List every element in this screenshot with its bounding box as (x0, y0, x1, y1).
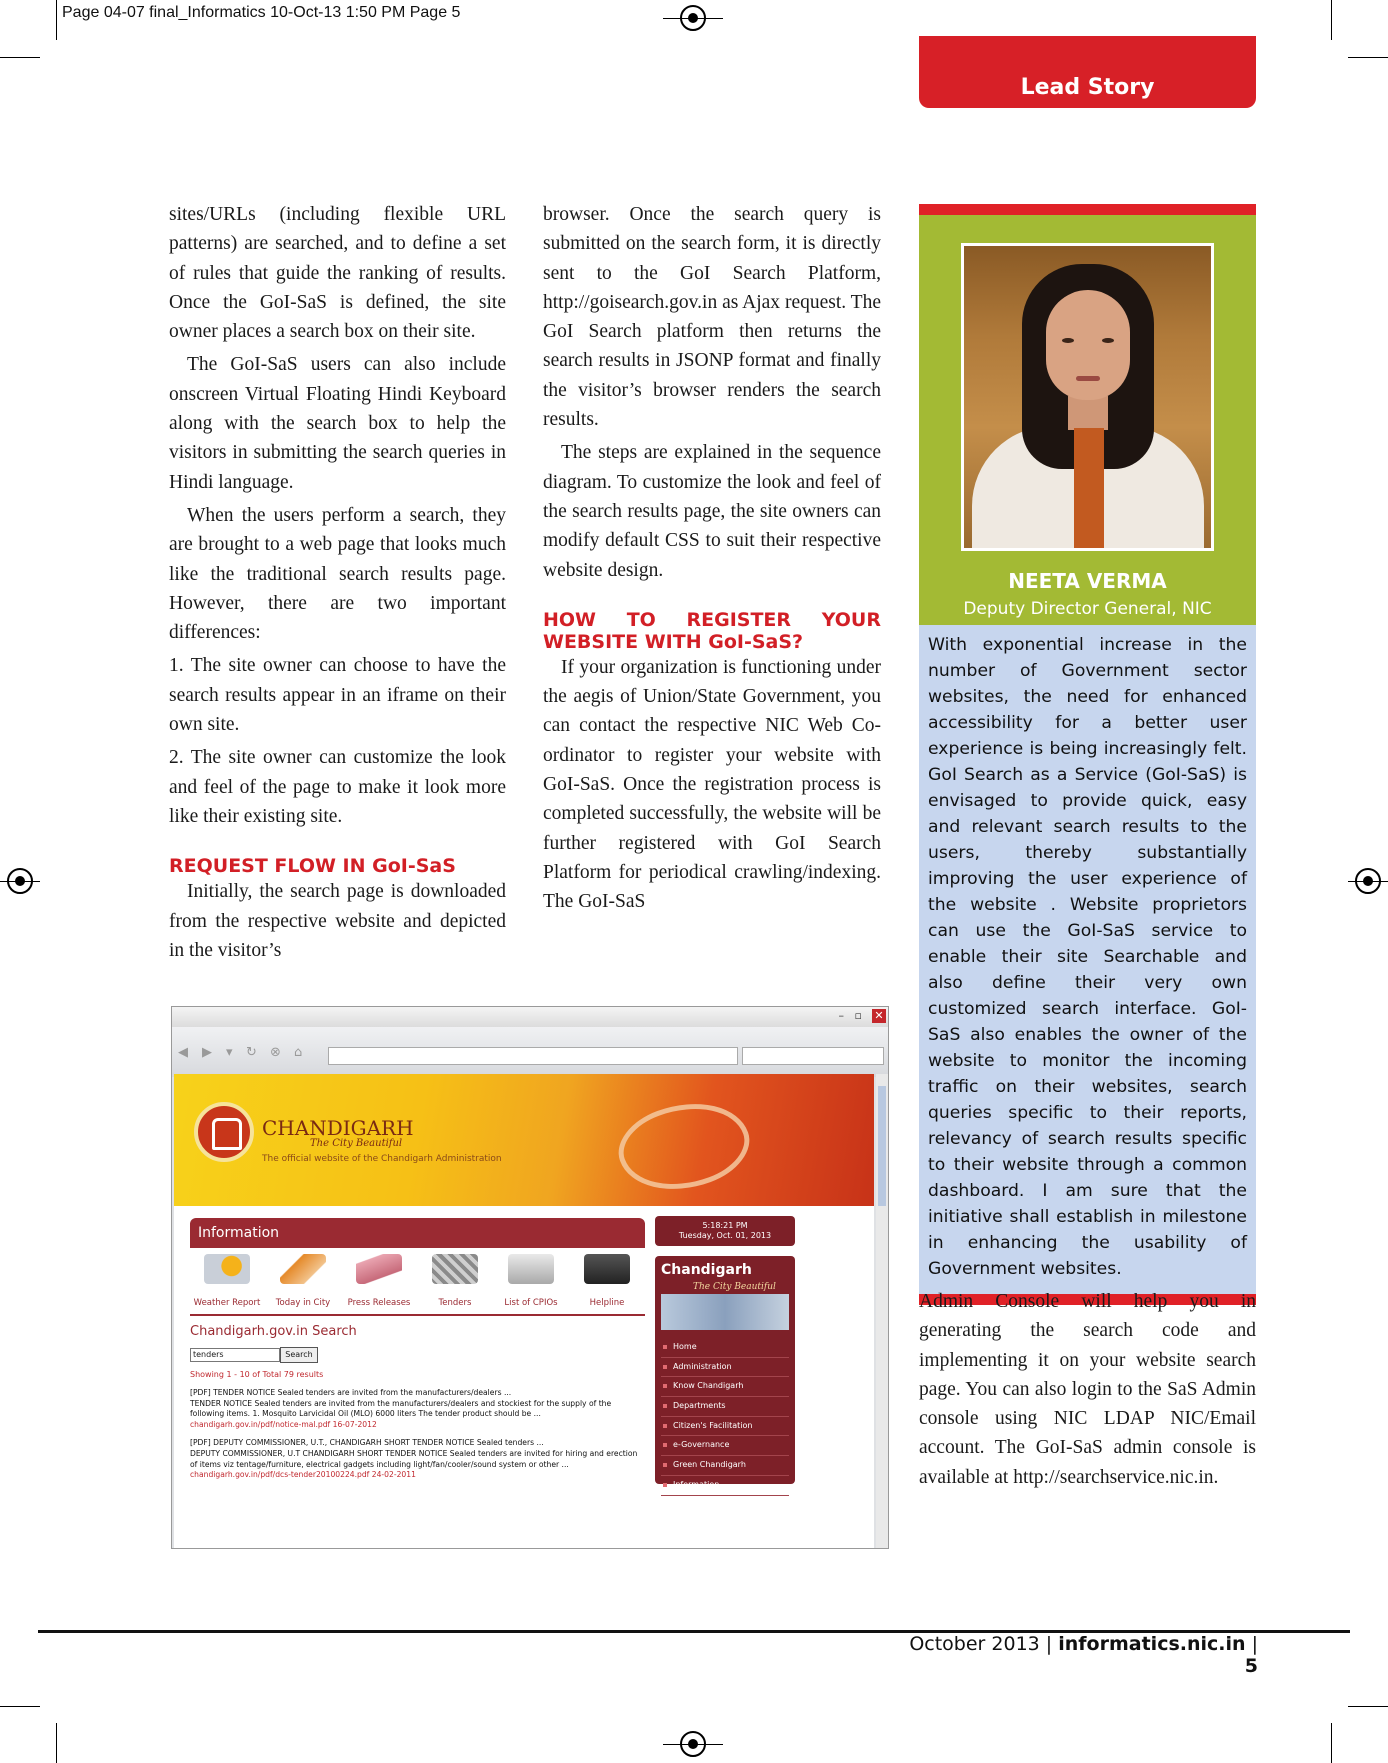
icon-label: Helpline (589, 1298, 625, 1308)
icon-label: Tenders (438, 1298, 472, 1308)
back-icon: ◀ (178, 1045, 188, 1060)
section-heading: REQUEST FLOW IN GoI-SaS (169, 855, 456, 878)
result-title: [PDF] TENDER NOTICE Sealed tenders are invited from the manufacturers/dealers ... (190, 1388, 512, 1397)
crop-mark (1348, 57, 1388, 58)
forward-icon: ▶ (202, 1045, 212, 1060)
address-bar (328, 1047, 738, 1065)
results-count: Showing 1 - 10 of Total 79 results (190, 1370, 324, 1379)
side-menu-title: Chandigarh (661, 1262, 752, 1278)
newspaper-icon (356, 1254, 402, 1284)
clock-date: Tuesday, Oct. 01, 2013 (678, 1231, 772, 1240)
side-menu-subtitle: The City Beautiful (693, 1282, 776, 1292)
clock-time: 5:18:21 PM (702, 1221, 748, 1230)
site-tagline: The City Beautiful (310, 1138, 403, 1149)
minimize-icon: – (838, 1009, 844, 1022)
registration-mark-icon (7, 868, 33, 894)
result-item (190, 1438, 645, 1480)
registration-mark-icon (680, 5, 706, 31)
crop-mark (0, 57, 40, 58)
side-menu-item: Green Chandigarh (661, 1456, 789, 1476)
page-number: 5 (1244, 1655, 1258, 1677)
registration-mark-icon (1355, 868, 1381, 894)
paragraph: Initially, the search page is downloaded from the respective website and depicted in the visitor’s (169, 881, 506, 961)
site-official-text: The official website of the Chandigarh Administration (262, 1154, 502, 1164)
side-menu-list (661, 1338, 789, 1496)
scrollbar (876, 1074, 888, 1548)
sidebar-quote: With exponential increase in the number of Government sector websites, the need for enhanced accessibility for a better user experience is being increasingly felt. GoI Search as a Service (GoI-SaS) is envisaged to provide quick, easy and relevant search results to the users, thereby substantially improving the user experience of the website . Website proprietors can use the GoI-SaS service to enable their site Searchable and also define their very own customized search interface. GoI-SaS also enables the owner of the website to monitor the incoming traffic on their websites, search queries specific to their reports, relevancy of search results specific to their website through a common dashboard. I am sure that the initiative shall establish in milestone in enhancing the usability of Government websites. (919, 625, 1256, 1294)
site-clock (655, 1216, 795, 1246)
footer-separator: | (1045, 1633, 1059, 1655)
browser-search-box (742, 1047, 884, 1065)
crop-mark (1331, 1723, 1332, 1763)
section-heading: HOW TO REGISTER YOUR WEBSITE WITH GoI-SaS? (543, 608, 881, 653)
site-side-menu (655, 1256, 795, 1489)
information-header: Information (190, 1218, 645, 1248)
open-hand-icon (608, 1084, 759, 1208)
browser-toolbar (172, 1027, 888, 1077)
icon-label: List of CPIOs (504, 1298, 558, 1308)
crop-mark (56, 0, 57, 40)
crop-mark (1331, 0, 1332, 40)
site-search-title: Chandigarh.gov.in Search (190, 1324, 357, 1339)
sidebar-top-bar (919, 204, 1256, 215)
registration-mark-icon (680, 1731, 706, 1757)
list-item: 1. The site owner can choose to have the search results appear in an iframe on their own site. (169, 655, 506, 736)
chandigarh-logo-icon (194, 1102, 254, 1162)
article-column-3 (919, 1287, 1256, 1496)
side-menu-item: Know Chandigarh (661, 1377, 789, 1397)
page-footer (900, 1633, 1258, 1677)
crop-mark (0, 1706, 40, 1707)
article-column-1 (169, 200, 506, 969)
side-menu-item: Citizen's Facilitation (661, 1417, 789, 1437)
profile-designation: Deputy Director General, NIC (963, 599, 1212, 619)
result-url: chandigarh.gov.in/pdf/notice-mal.pdf 16-07-2012 (190, 1419, 377, 1429)
maximize-icon: ▫ (854, 1009, 862, 1022)
press-releases-link (342, 1250, 416, 1312)
paragraph: The GoI-SaS users can also include onscreen Virtual Floating Hindi Keyboard along with the search box to help the visitors in submitting the search queries in Hindi language. (169, 354, 506, 493)
footer-date: October 2013 (909, 1633, 1040, 1655)
side-menu-item: e-Governance (661, 1436, 789, 1456)
site-content (174, 1206, 874, 1548)
portrait-photo (961, 243, 1214, 551)
website-screenshot (171, 1006, 889, 1549)
section-tab: Lead Story (919, 36, 1256, 108)
refresh-icon: ↻ (246, 1045, 257, 1060)
result-url: chandigarh.gov.in/pdf/dcs-tender20100224.pdf 24-02-2011 (190, 1470, 416, 1480)
tenders-link (418, 1250, 492, 1312)
result-item (190, 1388, 645, 1430)
close-icon: ✕ (872, 1009, 886, 1023)
browser-titlebar (172, 1007, 888, 1027)
files-icon (508, 1254, 554, 1284)
dropdown-icon: ▾ (226, 1045, 233, 1060)
sidebar-box (919, 204, 1256, 1305)
side-menu-item: Departments (661, 1397, 789, 1417)
result-title: [PDF] DEPUTY COMMISSIONER, U.T., CHANDIGARH SHORT TENDER NOTICE Sealed tenders ... (190, 1438, 544, 1448)
crop-mark (56, 1723, 57, 1763)
site-search-input: tenders (190, 1348, 280, 1362)
side-menu-item: Information (661, 1476, 789, 1496)
divider (190, 1314, 645, 1316)
weather-icon (204, 1254, 250, 1284)
icon-label: Press Releases (347, 1298, 411, 1308)
sidebar-profile (919, 215, 1256, 625)
helpline-link (570, 1250, 644, 1312)
building-image (661, 1294, 789, 1330)
telephone-icon (584, 1254, 630, 1284)
search-results (190, 1388, 645, 1489)
weather-report-link (190, 1250, 264, 1312)
paragraph: Admin Console will help you in generating the search code and implementing it on your website search page. You can also login to the SaS Admin console using NIC LDAP NIC/Email account. The GoI-SaS admin console is available at http://searchservice.nic.in. (919, 1291, 1256, 1488)
list-item: 2. The site owner can customize the look and feel of the page to make it look more like their existing site. (169, 747, 506, 827)
side-menu-item: Home (661, 1338, 789, 1358)
profile-name: NEETA VERMA (1008, 569, 1167, 593)
today-in-city-link (266, 1250, 340, 1312)
paragraph: browser. Once the search query is submitted on the search form, it is directly sent to the GoI Search Platform, http://goisearch.gov.in as Ajax request. The GoI Search platform then returns the search results in JSONP format and finally the visitor’s browser renders the search results. (543, 204, 881, 431)
footer-separator: | (1251, 1633, 1258, 1655)
result-description: DEPUTY COMMISSIONER, U.T CHANDIGARH SHORT TENDER NOTICE Sealed tenders are invited for hiring and erection of items viz tentage/furniture, electrical gadgets including light/fan/cooler/sound system or other ... (190, 1448, 638, 1469)
paragraph: When the users perform a search, they are brought to a web page that looks much like the traditional search results page. However, there are two important differences: (169, 504, 506, 644)
print-slug: Page 04-07 final_Informatics 10-Oct-13 1:50 PM Page 5 (62, 4, 461, 21)
footer-site: informatics.nic.in (1058, 1633, 1246, 1655)
information-icons (190, 1250, 645, 1312)
result-description: TENDER NOTICE Sealed tenders are invited from the manufacturers/dealers and stockiest for the supply of the following items. 1. Mosquito Larvicidal Oil (MLO) 6000 liters The tender product should be ... (190, 1398, 612, 1419)
paragraph: sites/URLs (including flexible URL patterns) are searched, and to define a set of rules that guide the ranking of results. Once the GoI-SaS is defined, the site owner places a search box on their site. (169, 204, 506, 343)
side-menu-item: Administration (661, 1358, 789, 1378)
home-icon: ⌂ (294, 1045, 303, 1060)
stop-icon: ⊗ (270, 1045, 281, 1060)
paragraph: If your organization is functioning under the aegis of Union/State Government, you can contact the respective NIC Web Co-ordinator to register your website with GoI-SaS. Once the registration process is completed successfully, the website will be further registered with GoI Search Platform for periodical crawling/indexing. The GoI-SaS (543, 656, 881, 913)
icon-label: Today in City (275, 1298, 331, 1308)
document-icon (432, 1254, 478, 1284)
paragraph: The steps are explained in the sequence diagram. To customize the look and feel of the search results page, the site owners can modify default CSS to suit their respective website design. (543, 442, 881, 581)
site-banner (174, 1074, 874, 1206)
site-search-button: Search (280, 1347, 318, 1363)
article-column-2 (543, 200, 881, 921)
site-brand: CHANDIGARH (262, 1116, 414, 1140)
list-of-cpios-link (494, 1250, 568, 1312)
icon-label: Weather Report (193, 1298, 261, 1308)
pen-icon (280, 1254, 326, 1284)
crop-mark (1348, 1706, 1388, 1707)
